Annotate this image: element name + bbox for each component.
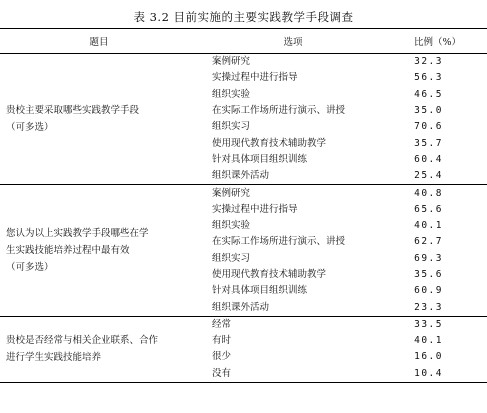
ratio-cell: 60.9 xyxy=(414,285,443,297)
ratio-cell: 16.0 xyxy=(414,351,443,363)
option-cell: 案例研究 xyxy=(198,185,388,202)
table-row xyxy=(0,316,487,333)
ratio-cell: 40.1 xyxy=(414,220,443,232)
ratio-cell: 62.7 xyxy=(414,236,443,248)
option-cell: 在实际工作场所进行演示、讲授 xyxy=(212,105,346,117)
option-cell: 组织实习 xyxy=(212,121,251,133)
question-text-line: 贵校主要采取哪些实践教学手段 xyxy=(6,105,140,117)
ratio-cell: 46.5 xyxy=(414,88,443,100)
question-text-line: 进行学生实践技能培养 xyxy=(6,352,102,364)
ratio-cell: 23.3 xyxy=(414,301,443,313)
ratio-cell: 35.6 xyxy=(414,269,443,280)
option-cell: 案例研究 xyxy=(198,54,388,71)
question-text-line: 生实践技能培养过程中最有效 xyxy=(6,245,130,257)
question-text-line: 贵校是否经常与相关企业联系、合作 xyxy=(6,335,159,347)
option-cell: 针对具体项目组织训练 xyxy=(212,285,308,297)
header-row xyxy=(0,29,487,54)
ratio-cell: 69.3 xyxy=(414,252,443,264)
ratio-cell: 40.1 xyxy=(414,335,443,347)
option-cell: 组织课外活动 xyxy=(212,170,270,182)
option-cell: 实操过程中进行指导 xyxy=(212,203,298,215)
option-cell: 组织实验 xyxy=(212,220,251,232)
table-row xyxy=(0,185,487,202)
option-cell: 使用现代教育技术辅助教学 xyxy=(212,137,327,149)
ratio-cell: 33.5 xyxy=(388,316,487,333)
option-cell: 组织实验 xyxy=(212,88,251,100)
header-option: 选项 xyxy=(198,29,388,54)
question-cell xyxy=(0,316,198,382)
option-cell: 经常 xyxy=(198,316,388,333)
question-text-line: （可多选） xyxy=(6,122,54,134)
ratio-cell: 32.3 xyxy=(388,54,487,71)
survey-table xyxy=(0,28,487,383)
table-row xyxy=(0,54,487,71)
table-caption: 表 3.2 目前实施的主要实践教学手段调查 xyxy=(133,10,354,24)
ratio-cell: 40.8 xyxy=(388,185,487,202)
question-cell xyxy=(0,185,198,316)
option-cell: 针对具体项目组织训练 xyxy=(212,153,308,165)
option-cell: 使用现代教育技术辅助教学 xyxy=(212,269,327,280)
option-cell: 有时 xyxy=(212,335,232,347)
ratio-cell: 10.4 xyxy=(388,366,487,383)
table-body xyxy=(0,54,487,383)
option-cell: 实操过程中进行指导 xyxy=(212,72,298,84)
option-cell: 在实际工作场所进行演示、讲授 xyxy=(212,236,346,248)
header-ratio: 比例（%） xyxy=(388,29,487,54)
header-topic: 题目 xyxy=(0,29,198,54)
ratio-cell: 70.6 xyxy=(414,121,443,133)
option-cell: 组织课外活动 xyxy=(212,301,270,313)
option-cell: 没有 xyxy=(198,366,388,383)
ratio-cell: 60.4 xyxy=(414,153,443,165)
ratio-cell: 35.0 xyxy=(414,105,443,117)
ratio-cell: 65.6 xyxy=(414,203,443,215)
question-text-line: （可多选） xyxy=(6,262,54,274)
question-cell xyxy=(0,54,198,185)
ratio-cell: 56.3 xyxy=(414,72,443,84)
option-cell: 很少 xyxy=(212,351,232,363)
option-cell: 组织实习 xyxy=(212,252,251,264)
question-text-line: 您认为以上实践教学手段哪些在学 xyxy=(6,228,149,240)
table-header xyxy=(0,29,487,54)
ratio-cell: 35.7 xyxy=(414,137,443,149)
ratio-cell: 25.4 xyxy=(414,170,443,182)
